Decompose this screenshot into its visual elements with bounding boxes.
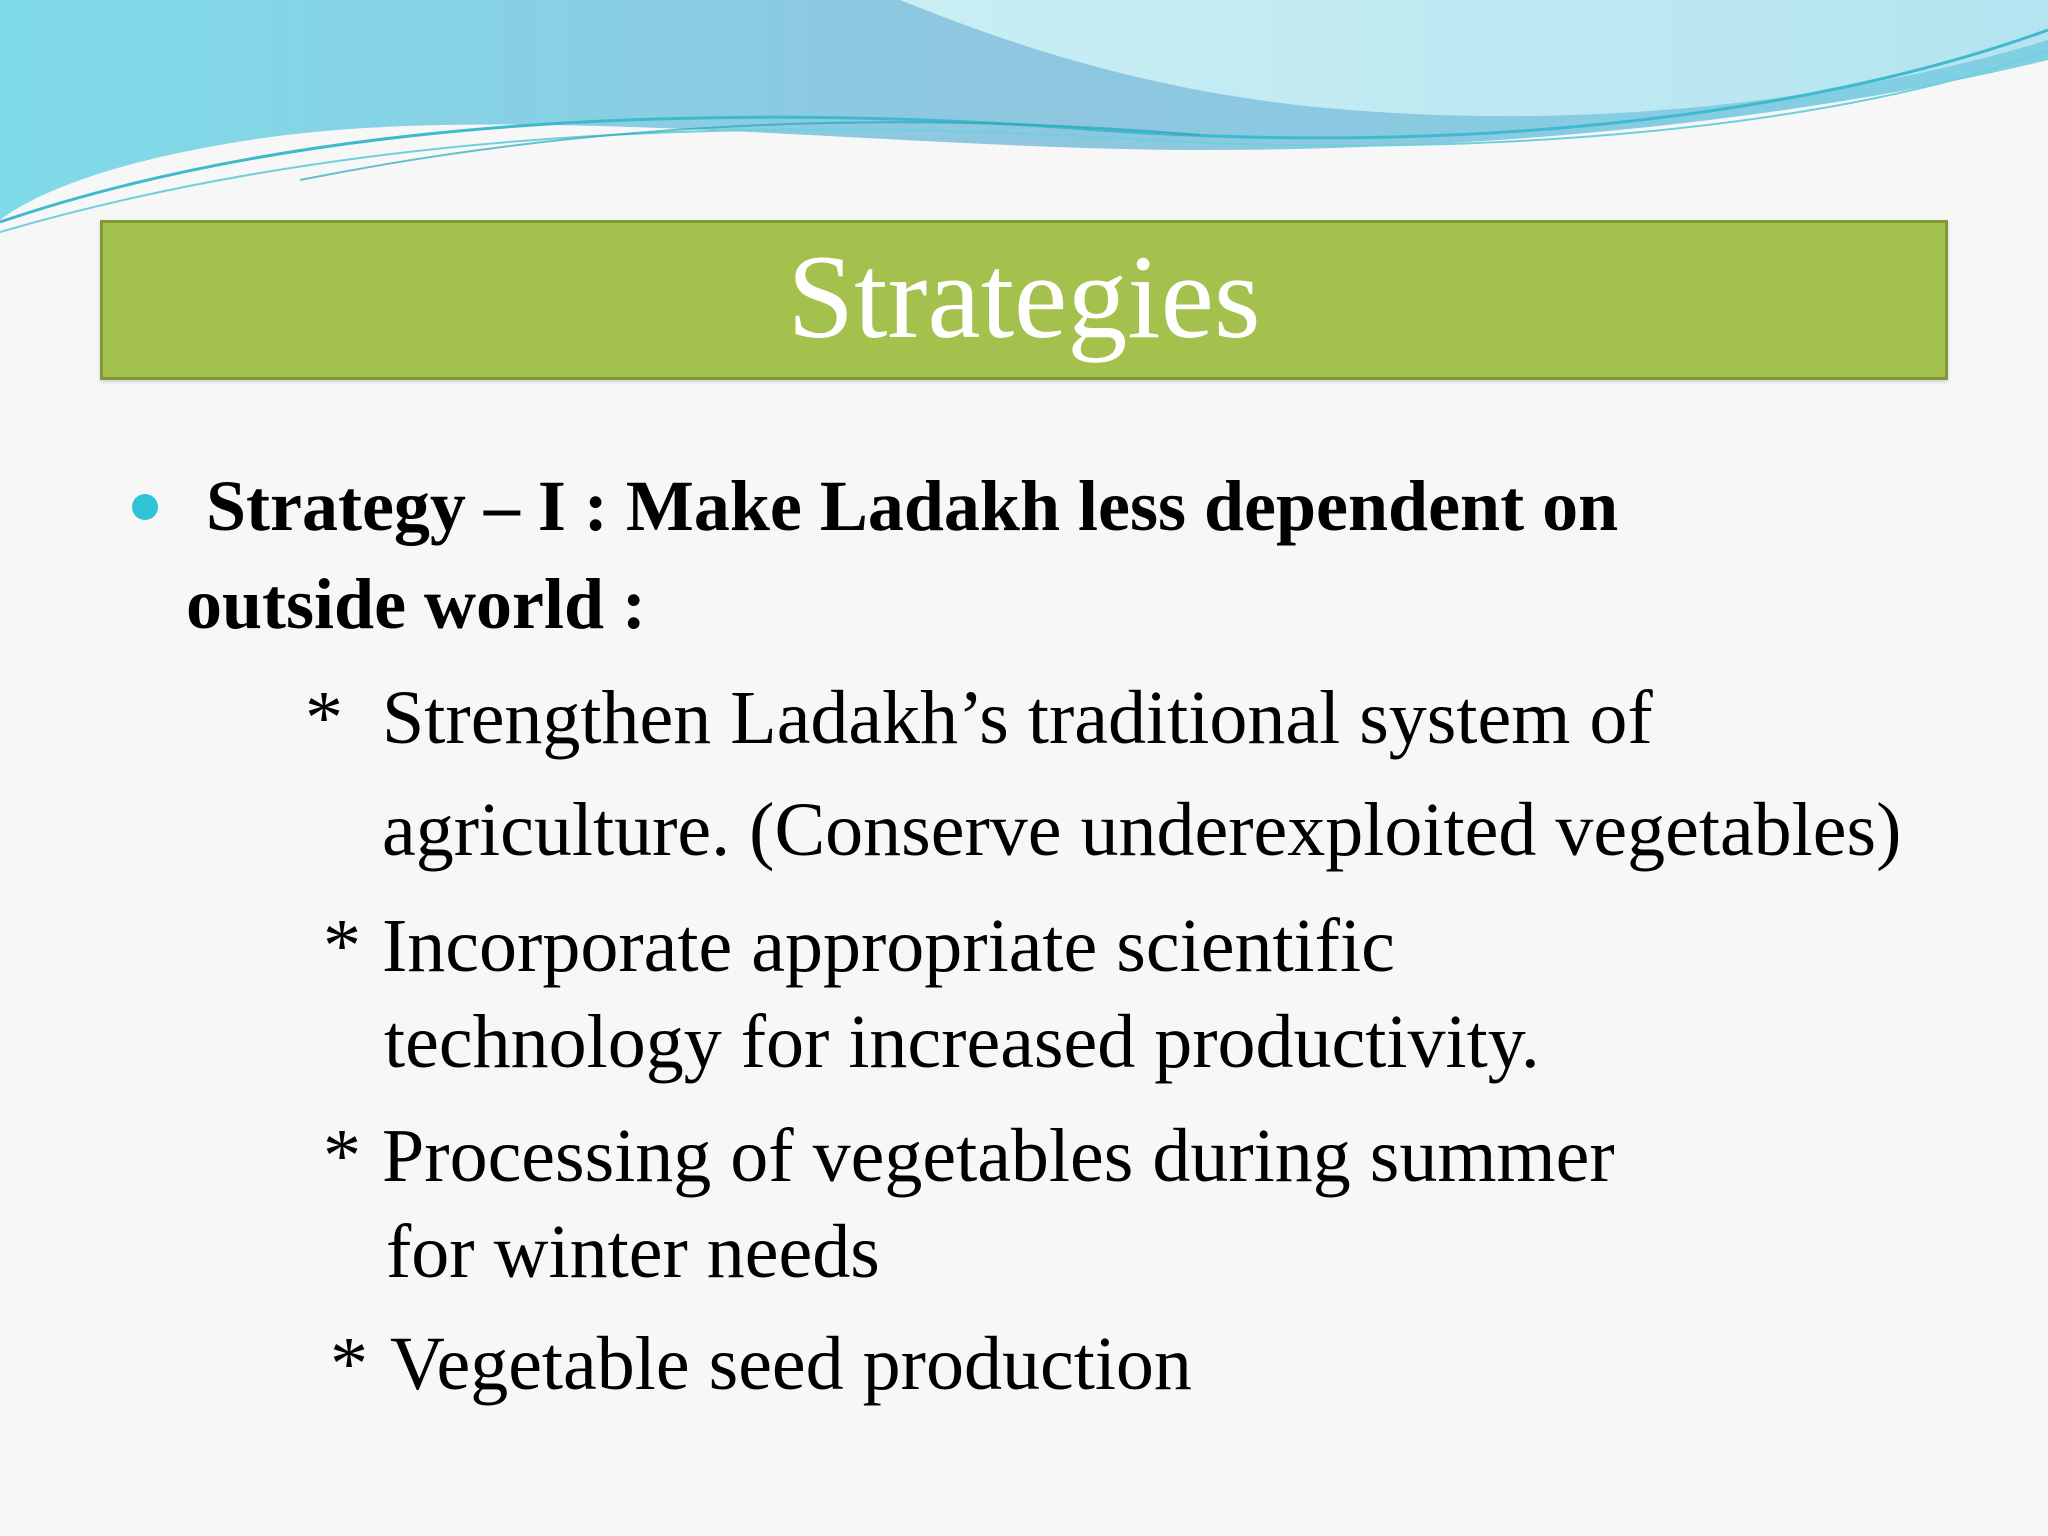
item-2-line2: technology for increased productivity.	[384, 1000, 1540, 1084]
bullet-dot-icon	[132, 494, 158, 520]
item-1-line2: agriculture. (Conserve underexploited vegetables)	[382, 788, 1902, 872]
title-bar	[100, 220, 1948, 380]
item-1-marker: *	[305, 676, 343, 760]
item-4-marker: *	[330, 1322, 368, 1406]
item-2-marker: *	[323, 904, 361, 988]
slide-title: Strategies	[787, 230, 1261, 363]
item-3-line1: Processing of vegetables during summer	[382, 1114, 1615, 1198]
item-4-line1: Vegetable seed production	[390, 1322, 1192, 1406]
item-3-marker: *	[323, 1114, 361, 1198]
bullet-heading-line2: outside world :	[186, 564, 647, 644]
bullet-heading-line1: Strategy – I : Make Ladakh less dependent on	[206, 466, 1619, 546]
item-1-line1: Strengthen Ladakh’s traditional system of	[382, 676, 1653, 760]
item-3-line2: for winter needs	[386, 1210, 880, 1294]
item-2-line1: Incorporate appropriate scientific	[382, 904, 1395, 988]
